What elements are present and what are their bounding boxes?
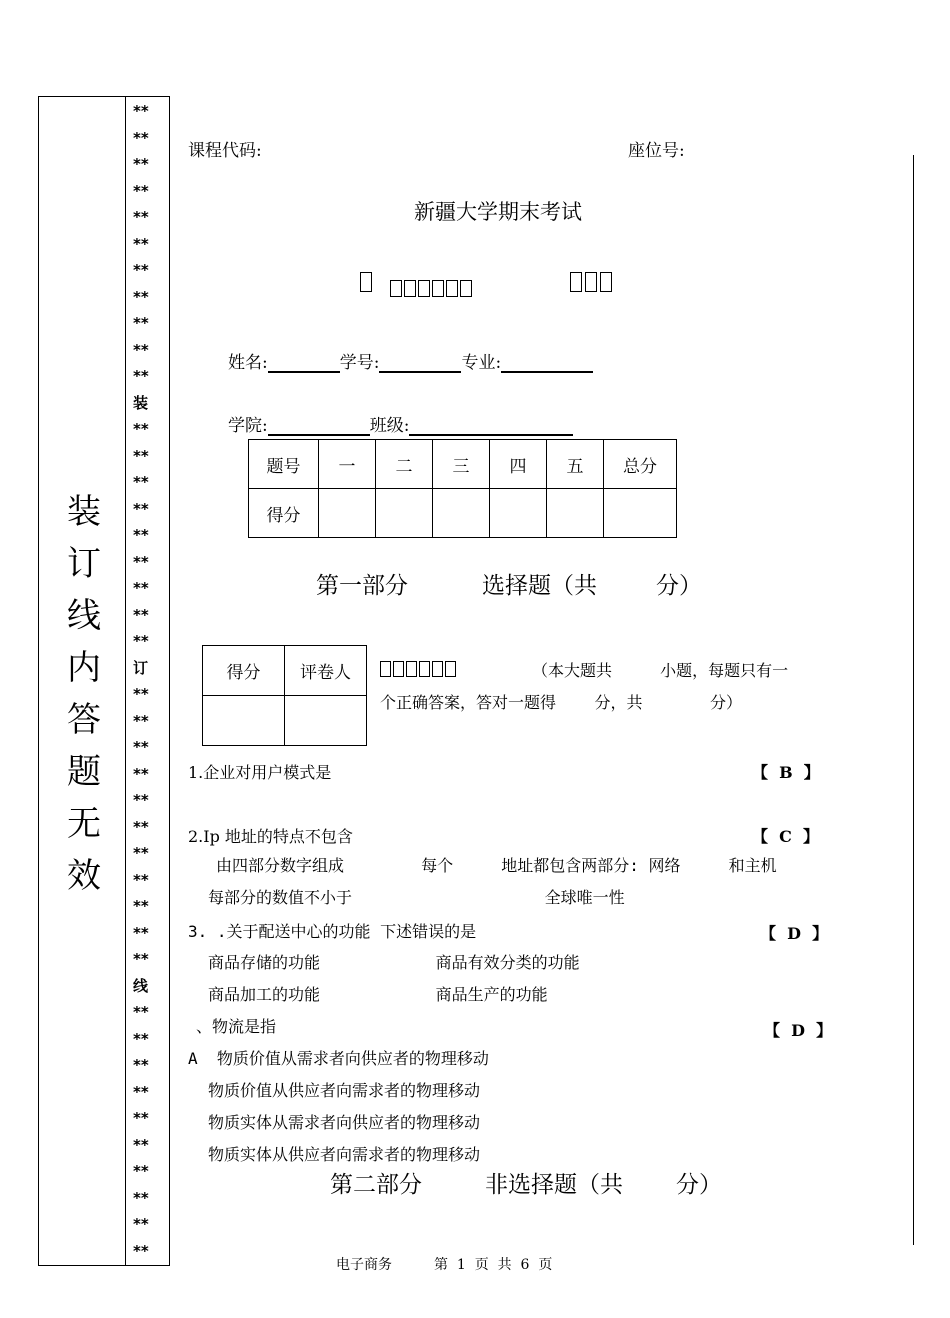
- binding-star-mark: **: [133, 208, 149, 226]
- score-header-cell: 二: [376, 440, 433, 489]
- binding-star-mark: **: [133, 340, 149, 359]
- question-2-options-line2: 每部分的数值不小于 全球唯一性: [208, 888, 625, 907]
- section-heading-boxes: [380, 661, 456, 677]
- binding-star-mark: **: [133, 1109, 149, 1127]
- part1-instruction-line1: （本大题共 小题，每题只有一: [532, 661, 789, 680]
- subtitle-placeholder-box: [360, 272, 372, 292]
- binding-margin-separator: [125, 96, 126, 1266]
- score-header-cell: 四: [490, 440, 547, 489]
- college-label: 学院:: [228, 416, 268, 436]
- grader-table: [202, 645, 367, 746]
- binding-star-mark: **: [133, 764, 149, 783]
- binding-star-mark: **: [133, 817, 149, 836]
- binding-star-mark: **: [133, 844, 149, 862]
- score-header-cell: 总分: [604, 440, 677, 489]
- major-label: 专业:: [461, 353, 502, 373]
- binding-star-mark: **: [133, 446, 149, 465]
- part1-title-end: 分）: [656, 573, 702, 599]
- binding-star-mark: **: [133, 526, 149, 544]
- grader-score-label: 得分: [203, 646, 285, 696]
- class-label: 班级:: [369, 416, 410, 436]
- binding-star-mark: **: [133, 579, 149, 597]
- student-id-field[interactable]: [379, 351, 461, 373]
- score-cell[interactable]: [433, 489, 490, 538]
- score-cell[interactable]: [490, 489, 547, 538]
- question-3-answer: 【 D 】: [760, 924, 829, 943]
- major-field[interactable]: [501, 351, 593, 373]
- student-info-row-2: [228, 411, 573, 436]
- score-header-cell: 题号: [249, 440, 319, 489]
- part1-title-right: 选择题（共: [482, 573, 597, 599]
- score-header-cell: 一: [319, 440, 376, 489]
- course-code-label: 课程代码:: [188, 141, 262, 161]
- binding-star-mark: **: [133, 128, 149, 147]
- binding-star-mark: 线: [133, 976, 149, 995]
- binding-star-mark: **: [133, 1056, 149, 1074]
- binding-star-mark: **: [133, 711, 149, 730]
- part2-title-right: 非选择题（共: [485, 1172, 623, 1198]
- grader-name-cell[interactable]: [285, 696, 367, 746]
- binding-star-mark: **: [133, 738, 149, 756]
- question-2-options-line1: 由四部分数字组成 每个 地址都包含两部分: 网络 和主机: [216, 856, 777, 875]
- question-4-option-d: 物质实体从供应者向需求者的物理移动: [208, 1145, 481, 1164]
- binding-star-mark: **: [133, 870, 149, 889]
- binding-star-mark: **: [133, 499, 149, 518]
- question-4-stem: 、物流是指: [196, 1017, 277, 1036]
- binding-star-mark: **: [133, 950, 149, 968]
- part2-title-left: 第二部分: [330, 1172, 422, 1198]
- question-4-option-b: 物质价值从供应者向需求者的物理移动: [208, 1081, 481, 1100]
- binding-star-mark: **: [133, 1135, 149, 1154]
- score-header-cell: 三: [433, 440, 490, 489]
- question-4-option-c: 物质实体从需求者向供应者的物理移动: [208, 1113, 481, 1132]
- score-cell[interactable]: [376, 489, 433, 538]
- subtitle-course-boxes: [390, 280, 472, 297]
- binding-star-mark: **: [133, 1215, 149, 1233]
- binding-star-mark: **: [133, 261, 149, 279]
- binding-star-mark: **: [133, 1188, 149, 1207]
- question-3-stem: 3. .关于配送中心的功能 下述错误的是: [188, 922, 477, 941]
- binding-stars-column: [133, 98, 161, 1264]
- part2-title-end: 分）: [676, 1172, 722, 1198]
- binding-star-mark: **: [133, 1241, 149, 1260]
- binding-star-mark: **: [133, 102, 149, 120]
- grader-score-cell[interactable]: [203, 696, 285, 746]
- footer-subject: 电子商务: [336, 1257, 392, 1273]
- footer-page-info: 第 1 页 共 6 页: [434, 1257, 553, 1273]
- binding-star-mark: **: [133, 420, 149, 438]
- student-id-label: 学号:: [339, 353, 380, 373]
- score-summary-table: [248, 439, 677, 538]
- binding-star-mark: **: [133, 155, 149, 173]
- question-3-options-line2: 商品加工的功能 商品生产的功能: [208, 985, 548, 1004]
- binding-star-mark: **: [133, 314, 149, 332]
- student-info-row-1: [228, 348, 593, 373]
- binding-star-mark: **: [133, 791, 149, 809]
- binding-star-mark: **: [133, 1162, 149, 1180]
- score-cell[interactable]: [604, 489, 677, 538]
- binding-star-mark: **: [133, 632, 149, 650]
- binding-star-mark: **: [133, 1029, 149, 1048]
- score-cell[interactable]: [547, 489, 604, 538]
- right-margin-line: [913, 155, 914, 1245]
- class-field[interactable]: [409, 414, 573, 436]
- question-3-options-line1: 商品存储的功能 商品有效分类的功能: [208, 953, 580, 972]
- name-field[interactable]: [268, 351, 340, 373]
- name-label: 姓名:: [228, 353, 268, 373]
- question-1-answer: 【 B 】: [752, 763, 820, 782]
- part1-instruction-line2: 个正确答案，答对一题得 分，共 分）: [380, 693, 742, 712]
- binding-star-mark: **: [133, 181, 149, 200]
- binding-star-mark: **: [133, 605, 149, 624]
- part1-title-left: 第一部分: [316, 573, 408, 599]
- seat-number-label: 座位号:: [628, 141, 685, 161]
- binding-star-mark: **: [133, 923, 149, 942]
- question-4-option-a: A 物质价值从需求者向供应者的物理移动: [188, 1049, 489, 1068]
- exam-title: 新疆大学期末考试: [414, 200, 582, 224]
- binding-star-mark: **: [133, 552, 149, 571]
- grader-name-label: 评卷人: [285, 646, 367, 696]
- score-header-cell: 五: [547, 440, 604, 489]
- binding-star-mark: **: [133, 685, 149, 703]
- score-row-label: 得分: [249, 489, 319, 538]
- binding-star-mark: **: [133, 473, 149, 491]
- question-4-answer: 【 D 】: [764, 1021, 833, 1040]
- question-2-stem: 2.Ip 地址的特点不包含: [188, 827, 353, 846]
- binding-star-mark: **: [133, 897, 149, 915]
- binding-star-mark: **: [133, 1082, 149, 1101]
- binding-star-mark: **: [133, 1003, 149, 1021]
- score-cell[interactable]: [319, 489, 376, 538]
- subtitle-term-boxes: [570, 272, 612, 292]
- binding-star-mark: 订: [133, 658, 149, 677]
- question-1-stem: 1.企业对用户模式是: [188, 763, 332, 782]
- binding-star-mark: **: [133, 234, 149, 253]
- binding-star-mark: 装: [133, 393, 149, 412]
- binding-warning-text: 装 订 线 内 答 题 无 效: [67, 492, 101, 896]
- college-field[interactable]: [268, 414, 370, 436]
- binding-star-mark: **: [133, 287, 149, 306]
- binding-star-mark: **: [133, 367, 149, 385]
- question-2-answer: 【 C 】: [752, 827, 820, 846]
